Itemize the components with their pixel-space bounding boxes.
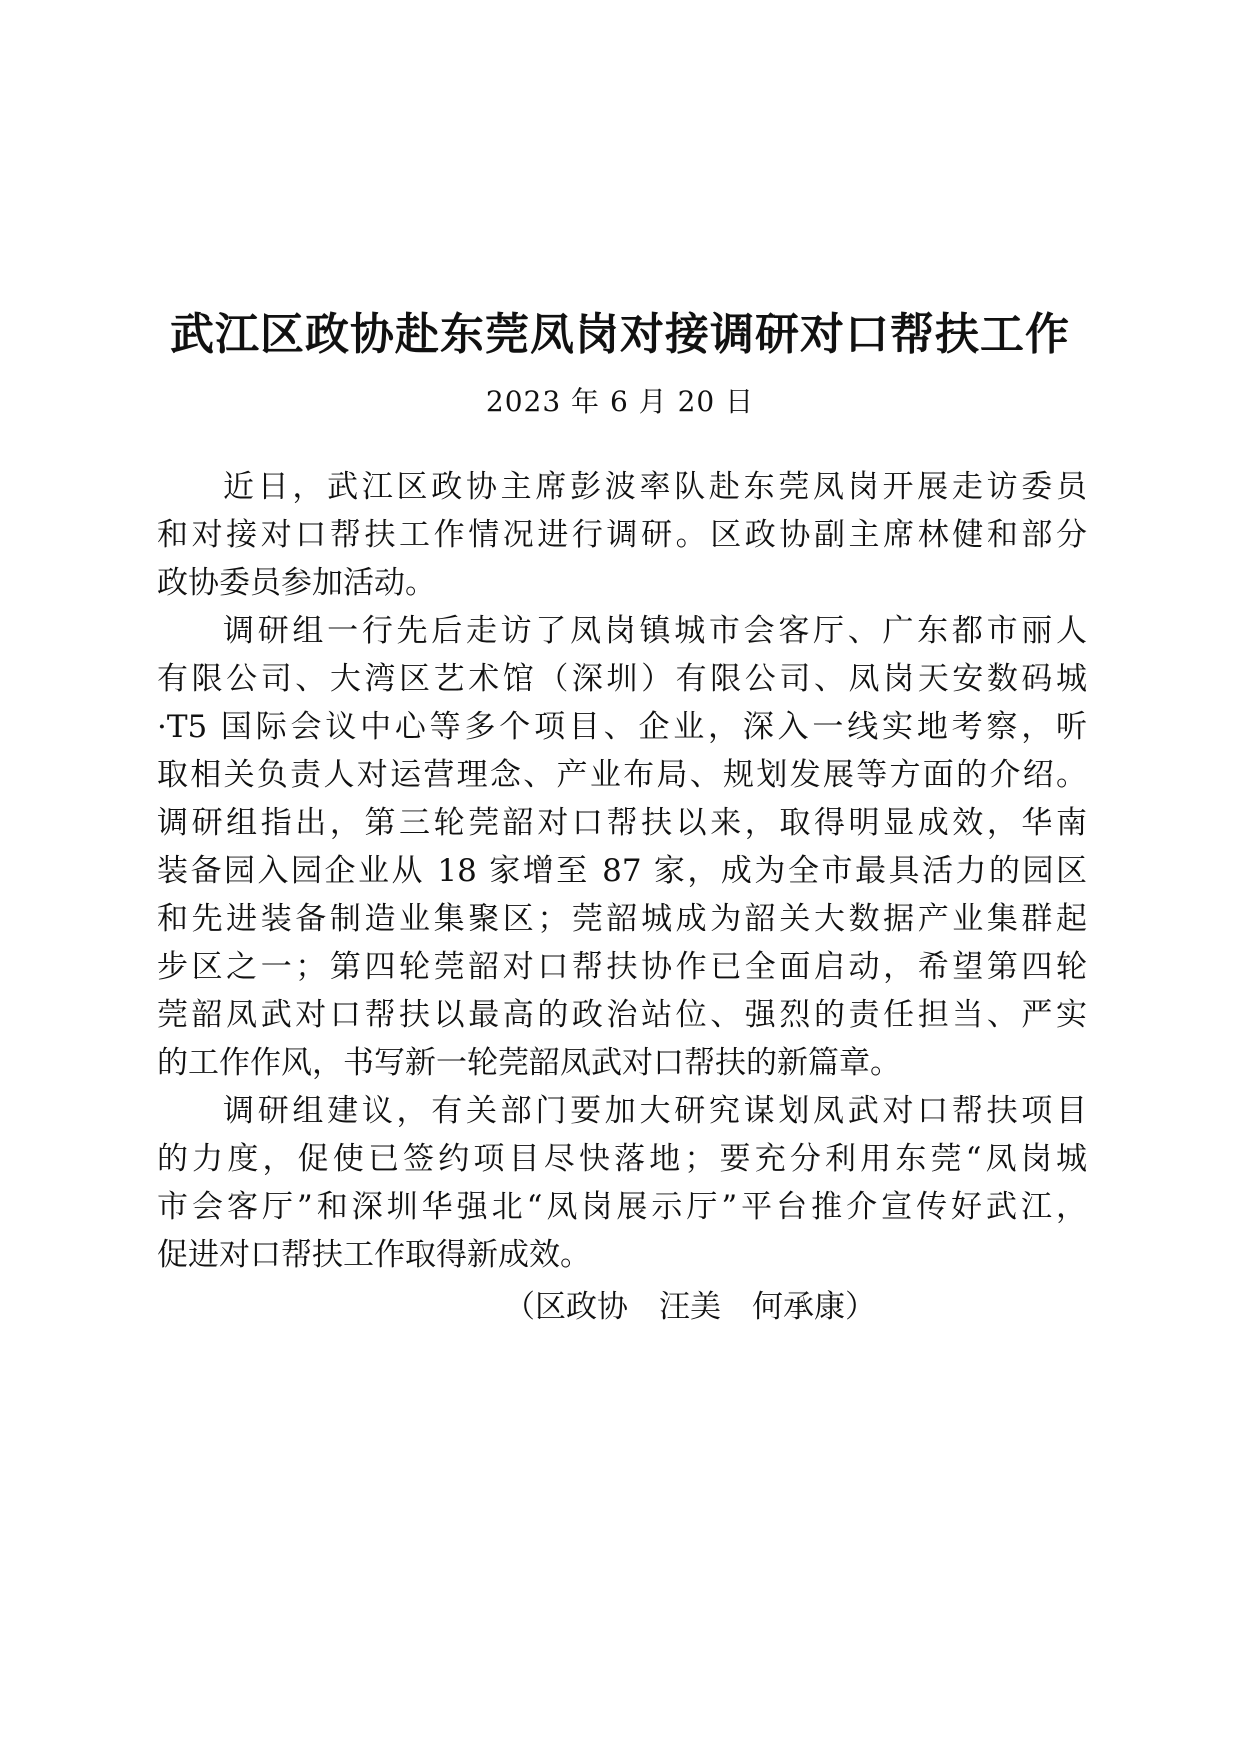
paragraph-3-line-2: 的力度，促使已签约项目尽快落地；要充分利用东莞“凤岗城 — [157, 1141, 1087, 1177]
paragraph-2-line-1: 调研组一行先后走访了凤岗镇城市会客厅、广东都市丽人 — [223, 613, 1087, 649]
paragraph-2-line-7: 和先进装备制造业集聚区；莞韶城成为韶关大数据产业集群起 — [157, 901, 1087, 937]
paragraph-2-line-9: 莞韶凤武对口帮扶以最高的政治站位、强烈的责任担当、严实 — [157, 997, 1087, 1033]
paragraph-2-line-5: 调研组指出，第三轮莞韶对口帮扶以来，取得明显成效，华南 — [157, 805, 1087, 841]
paragraph-2-line-3: ·T5 国际会议中心等多个项目、企业，深入一线实地考察，听 — [157, 709, 1087, 745]
paragraph-2-line-2: 有限公司、大湾区艺术馆（深圳）有限公司、凤岗天安数码城 — [157, 661, 1087, 697]
paragraph-1-line-1: 近日，武江区政协主席彭波率队赴东莞凤岗开展走访委员 — [223, 469, 1087, 505]
paragraph-1-line-3: 政协委员参加活动。 — [157, 565, 436, 601]
document-body — [157, 463, 1087, 1279]
paragraph-3-line-1: 调研组建议，有关部门要加大研究谋划凤武对口帮扶项目 — [223, 1093, 1087, 1129]
document-date: 2023 年 6 月 20 日 — [485, 385, 755, 418]
paragraph-3-line-4: 促进对口帮扶工作取得新成效。 — [157, 1237, 591, 1273]
document-signature: （区政协 汪美 何承康） — [504, 1289, 876, 1325]
paragraph-1-line-2: 和对接对口帮扶工作情况进行调研。区政协副主席林健和部分 — [157, 517, 1087, 553]
paragraph-3-line-3: 市会客厅”和深圳华强北“凤岗展示厅”平台推介宣传好武江， — [157, 1189, 1087, 1225]
document-title: 武江区政协赴东莞凤岗对接调研对口帮扶工作 — [170, 309, 1070, 360]
paragraph-2-line-4: 取相关负责人对运营理念、产业布局、规划发展等方面的介绍。 — [157, 757, 1087, 793]
paragraph-2-line-10: 的工作作风，书写新一轮莞韶凤武对口帮扶的新篇章。 — [157, 1045, 901, 1081]
paragraph-2-line-6: 装备园入园企业从 18 家增至 87 家，成为全市最具活力的园区 — [157, 853, 1087, 889]
paragraph-2-line-8: 步区之一；第四轮莞韶对口帮扶协作已全面启动，希望第四轮 — [157, 949, 1087, 985]
